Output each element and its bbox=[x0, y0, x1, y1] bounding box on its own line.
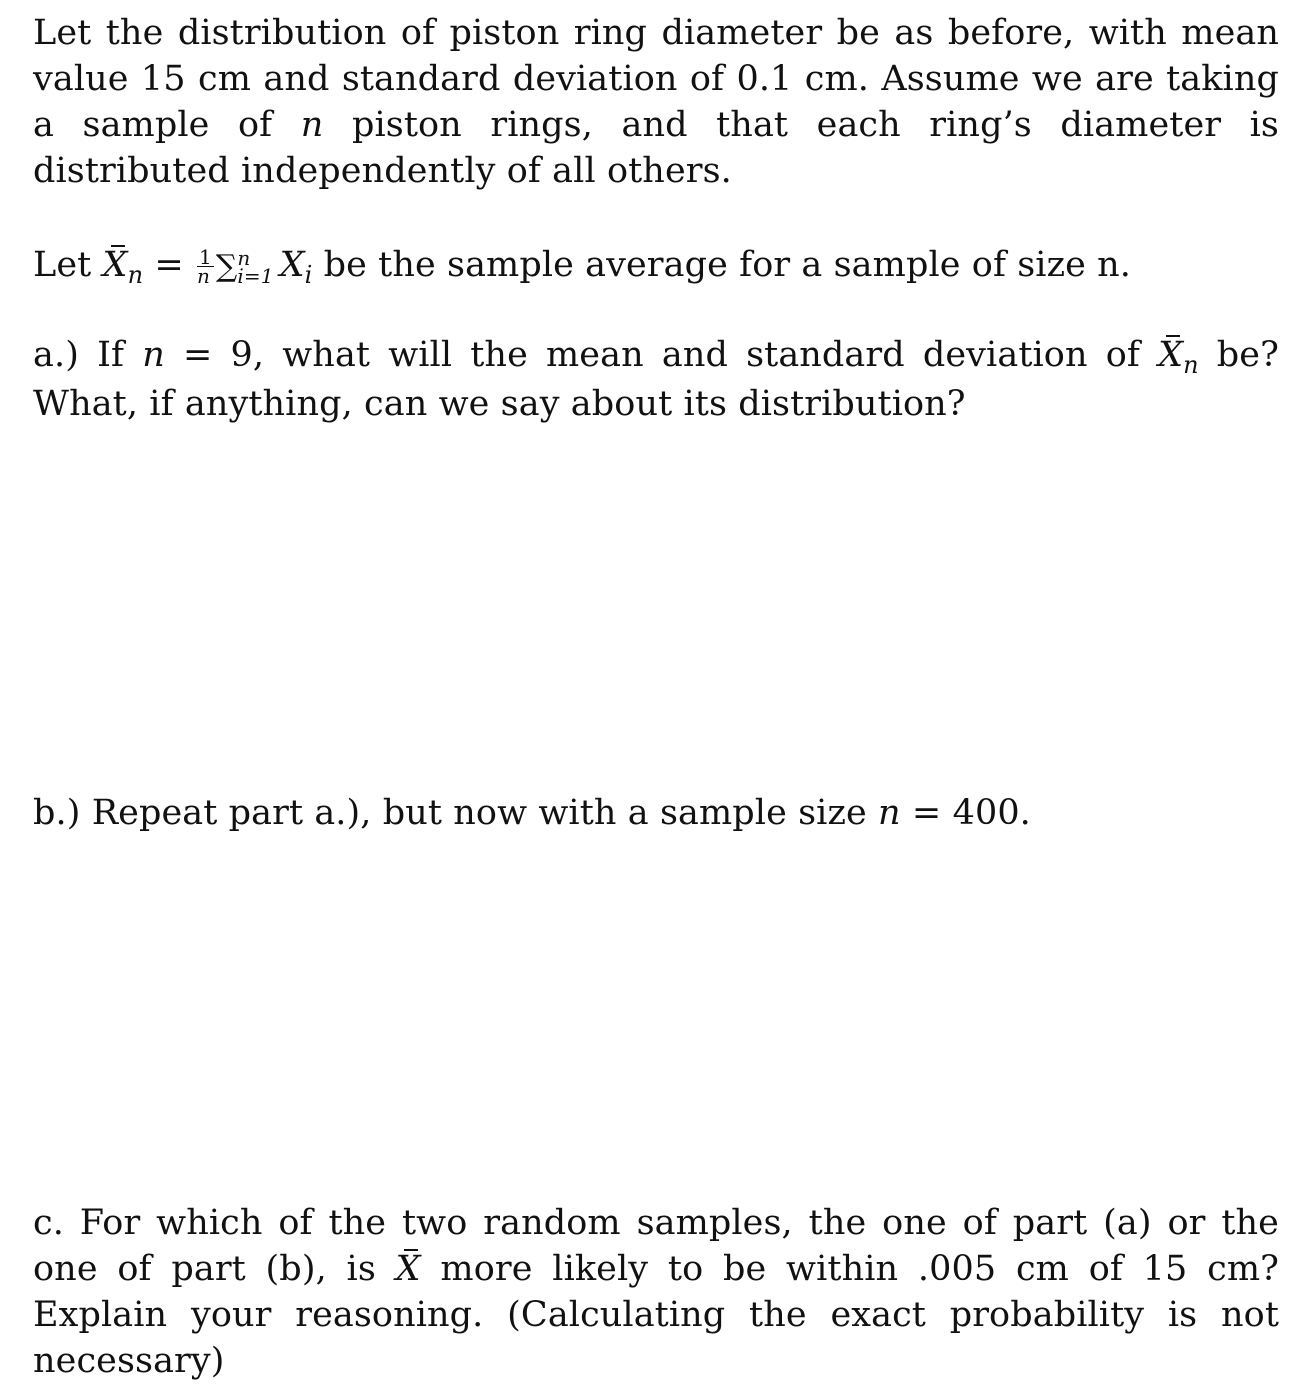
fraction-denominator: n bbox=[197, 264, 211, 288]
intro-paragraph bbox=[33, 10, 1279, 194]
summation-limits bbox=[237, 245, 274, 288]
question-b-text-1: b.) Repeat part a.), but now with a sample size bbox=[33, 793, 879, 833]
question-a-xbar-subscript: n bbox=[1183, 351, 1199, 379]
question-c-text-1: c. For which of the two random samples, the one of part (a) or the one of part (b), is bbox=[33, 1203, 1279, 1289]
fraction-numerator: 1 bbox=[199, 245, 212, 269]
definition-let: Let bbox=[33, 245, 103, 285]
question-c bbox=[33, 1200, 1279, 1384]
question-b-text-2: = 400. bbox=[900, 793, 1031, 833]
intro-text-2: piston rings, and that each ring’s diameter is distributed independently of all others. bbox=[33, 105, 1279, 191]
sum-lower-limit: i=1 bbox=[237, 263, 274, 288]
question-b bbox=[33, 790, 1279, 836]
question-a-text-2: = 9, what will the mean and standard deviation of bbox=[164, 335, 1159, 375]
question-a-variable-n: n bbox=[142, 335, 165, 375]
definition-equals: = bbox=[143, 245, 196, 285]
sample-average-definition bbox=[33, 242, 1279, 291]
question-a-text-1: a.) If bbox=[33, 335, 143, 375]
xbar-symbol: X bbox=[103, 242, 128, 288]
question-c-xbar: X bbox=[396, 1246, 421, 1292]
question-b-variable-n: n bbox=[878, 793, 901, 833]
question-a-text-3: be? What, if anything, can we say about its distribution? bbox=[33, 335, 1279, 424]
sum-upper-limit: n bbox=[237, 245, 251, 270]
question-c-text-2: more likely to be within .005 cm of 15 cm? Explain your reasoning. (Calculating the exact probability is not necessary) bbox=[33, 1249, 1280, 1381]
xi-subscript: i bbox=[304, 261, 313, 289]
question-a-xbar: X bbox=[1158, 332, 1183, 378]
intro-variable-n: n bbox=[300, 105, 324, 145]
summation-symbol: ∑ bbox=[215, 249, 238, 284]
definition-text: be the sample average for a sample of size n. bbox=[312, 245, 1132, 285]
xi-symbol: X bbox=[279, 245, 305, 285]
xbar-subscript: n bbox=[127, 261, 144, 289]
intro-text-1: Let the distribution of piston ring diameter be as before, with mean value 15 cm and standard deviation of 0.1 cm. Assume we are taking a sample of bbox=[33, 13, 1279, 145]
one-over-n-fraction bbox=[197, 245, 214, 288]
question-a bbox=[33, 332, 1279, 427]
